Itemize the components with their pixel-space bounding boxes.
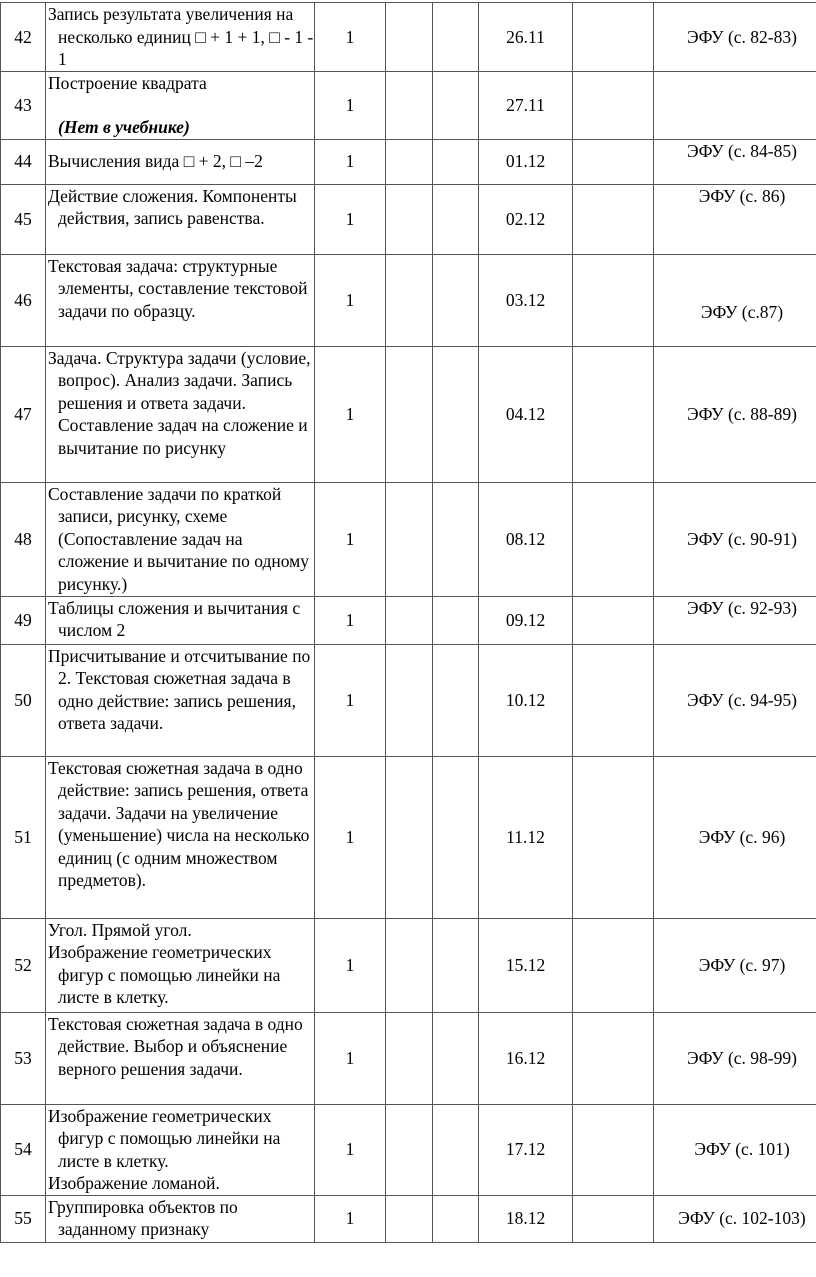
lesson-hours: 1 (315, 184, 386, 254)
lesson-topic: Вычисления вида □ + 2, □ –2 (48, 151, 263, 172)
lesson-topic: Изображение геометрических фигур с помощью линейки на листе в клетку. (48, 1105, 281, 1171)
lesson-date: 26.11 (479, 3, 573, 72)
empty-cell (433, 644, 479, 756)
empty-cell (386, 1012, 433, 1104)
empty-cell (386, 184, 433, 254)
empty-cell (433, 346, 479, 482)
lesson-topic-cell (46, 139, 315, 184)
empty-cell (433, 1012, 479, 1104)
lesson-date: 03.12 (479, 254, 573, 346)
empty-cell (573, 644, 654, 756)
lesson-topic-cell (46, 346, 315, 482)
lesson-date: 11.12 (479, 756, 573, 918)
lesson-resource: ЭФУ (с. 96) (654, 756, 816, 918)
empty-cell (573, 346, 654, 482)
lesson-topic-cell (46, 3, 315, 72)
table-row (1, 346, 816, 482)
lesson-topic-cell (46, 1195, 315, 1242)
lesson-topic: Присчитывание и отсчитывание по 2. Текстовая сюжетная задача в одно действие: запись решения, ответа задачи. (48, 645, 311, 733)
lesson-topic-cell (46, 596, 315, 644)
lesson-topic-cell (46, 644, 315, 756)
lesson-date: 04.12 (479, 346, 573, 482)
empty-cell (386, 644, 433, 756)
lesson-topic-cell (46, 1104, 315, 1195)
lesson-hours: 1 (315, 3, 386, 72)
lesson-hours: 1 (315, 644, 386, 756)
lesson-resource: ЭФУ (с. 82-83) (654, 3, 816, 72)
empty-cell (573, 1012, 654, 1104)
empty-cell (573, 756, 654, 918)
empty-cell (386, 918, 433, 1012)
lesson-resource: ЭФУ (с. 90-91) (654, 482, 816, 596)
empty-cell (386, 71, 433, 139)
empty-cell (573, 184, 654, 254)
lesson-number: 45 (1, 184, 46, 254)
empty-cell (573, 1195, 654, 1242)
lesson-hours: 1 (315, 71, 386, 139)
lesson-hours: 1 (315, 756, 386, 918)
empty-cell (573, 71, 654, 139)
lesson-date: 27.11 (479, 71, 573, 139)
table-row (1, 1104, 816, 1195)
lesson-topic-cell (46, 756, 315, 918)
lesson-topic: Запись результата увеличения на несколько единиц □ + 1 + 1, □ - 1 - 1 (48, 4, 314, 69)
lesson-resource: ЭФУ (с. 97) (654, 918, 816, 1012)
empty-cell (386, 139, 433, 184)
lesson-number: 52 (1, 918, 46, 1012)
lesson-topic-cell (46, 918, 315, 1012)
lesson-hours: 1 (315, 254, 386, 346)
lesson-date: 08.12 (479, 482, 573, 596)
lesson-hours: 1 (315, 1104, 386, 1195)
lesson-topic: Угол. Прямой угол. (48, 919, 192, 940)
empty-cell (573, 596, 654, 644)
lesson-date: 16.12 (479, 1012, 573, 1104)
lesson-number: 50 (1, 644, 46, 756)
lesson-number: 55 (1, 1195, 46, 1242)
lesson-resource: ЭФУ (с. 101) (654, 1104, 816, 1195)
empty-cell (573, 1104, 654, 1195)
empty-cell (386, 3, 433, 72)
lesson-topic: Текстовая сюжетная задача в одно действие. Выбор и объяснение верного решения задачи. (48, 1013, 303, 1079)
table-row (1, 71, 816, 139)
lesson-number: 54 (1, 1104, 46, 1195)
empty-cell (386, 482, 433, 596)
table-row (1, 482, 816, 596)
lesson-number: 48 (1, 482, 46, 596)
lesson-date: 02.12 (479, 184, 573, 254)
lesson-date: 18.12 (479, 1195, 573, 1242)
empty-cell (386, 756, 433, 918)
lesson-resource: ЭФУ (с.87) (654, 254, 816, 346)
empty-cell (573, 254, 654, 346)
empty-cell (433, 596, 479, 644)
empty-cell (433, 918, 479, 1012)
table-row (1, 254, 816, 346)
empty-cell (386, 254, 433, 346)
empty-cell (386, 596, 433, 644)
lesson-number: 47 (1, 346, 46, 482)
lesson-topic: Текстовая сюжетная задача в одно действие: запись решения, ответа задачи. Задачи на увеличение (уменьшение) числа на несколько единиц (с одним множеством предметов). (48, 757, 310, 890)
lesson-topic-cell (46, 71, 315, 139)
lesson-topic: Составление задачи по краткой записи, рисунку, схеме (Сопоставление задач на сложение и вычитание по одному рисунку.) (48, 483, 309, 594)
empty-cell (573, 139, 654, 184)
lesson-number: 43 (1, 71, 46, 139)
empty-cell (433, 756, 479, 918)
lesson-topic: Группировка объектов по заданному признаку (48, 1196, 238, 1239)
empty-cell (433, 184, 479, 254)
lesson-number: 46 (1, 254, 46, 346)
lesson-date: 01.12 (479, 139, 573, 184)
empty-cell (433, 3, 479, 72)
lesson-date: 15.12 (479, 918, 573, 1012)
lesson-topic: Задача. Структура задачи (условие, вопрос). Анализ задачи. Запись решения и ответа задачи. Составление задач на сложение и вычитание по рисунку (48, 347, 311, 458)
lesson-resource (654, 71, 816, 139)
lesson-resource: ЭФУ (с. 86) (654, 184, 816, 254)
lesson-hours: 1 (315, 596, 386, 644)
lesson-hours: 1 (315, 346, 386, 482)
lesson-plan-table (0, 2, 816, 1243)
empty-cell (573, 918, 654, 1012)
table-row (1, 1012, 816, 1104)
lesson-topic: Построение квадрата (48, 72, 207, 93)
lesson-hours: 1 (315, 482, 386, 596)
lesson-resource: ЭФУ (с. 102-103) (654, 1195, 816, 1242)
lesson-date: 09.12 (479, 596, 573, 644)
empty-cell (433, 482, 479, 596)
table-row (1, 139, 816, 184)
lesson-number: 44 (1, 139, 46, 184)
lesson-topic-cell (46, 1012, 315, 1104)
empty-cell (573, 3, 654, 72)
table-row (1, 918, 816, 1012)
empty-cell (386, 1104, 433, 1195)
lesson-topic-cell (46, 254, 315, 346)
lesson-resource: ЭФУ (с. 98-99) (654, 1012, 816, 1104)
empty-cell (433, 254, 479, 346)
lesson-resource: ЭФУ (с. 92-93) (654, 596, 816, 644)
lesson-hours: 1 (315, 1195, 386, 1242)
lesson-hours: 1 (315, 1012, 386, 1104)
empty-cell (573, 482, 654, 596)
lesson-topic-extra: Изображение геометрических фигур с помощью линейки на листе в клетку. (48, 942, 281, 1007)
lesson-number: 53 (1, 1012, 46, 1104)
table-row (1, 756, 816, 918)
empty-cell (386, 1195, 433, 1242)
lesson-resource: ЭФУ (с. 88-89) (654, 346, 816, 482)
lesson-topic: Действие сложения. Компоненты действия, запись равенства. (48, 185, 297, 228)
lesson-note: (Нет в учебнике) (58, 117, 190, 137)
empty-cell (433, 1104, 479, 1195)
lesson-resource: ЭФУ (с. 94-95) (654, 644, 816, 756)
empty-cell (433, 1195, 479, 1242)
table-row (1, 644, 816, 756)
lesson-topic-extra: Изображение ломаной. (48, 1173, 220, 1193)
empty-cell (433, 71, 479, 139)
lesson-date: 10.12 (479, 644, 573, 756)
table-row (1, 596, 816, 644)
lesson-hours: 1 (315, 918, 386, 1012)
empty-cell (386, 346, 433, 482)
table-row (1, 184, 816, 254)
lesson-hours: 1 (315, 139, 386, 184)
lesson-topic: Таблицы сложения и вычитания с числом 2 (48, 597, 301, 640)
lesson-topic: Текстовая задача: структурные элементы, составление текстовой задачи по образцу. (48, 255, 308, 321)
table-row (1, 1195, 816, 1242)
lesson-date: 17.12 (479, 1104, 573, 1195)
lesson-topic-cell (46, 482, 315, 596)
empty-cell (433, 139, 479, 184)
lesson-number: 49 (1, 596, 46, 644)
lesson-topic-cell (46, 184, 315, 254)
lesson-number: 51 (1, 756, 46, 918)
lesson-number: 42 (1, 3, 46, 72)
table-row (1, 3, 816, 72)
lesson-resource: ЭФУ (с. 84-85) (654, 139, 816, 184)
